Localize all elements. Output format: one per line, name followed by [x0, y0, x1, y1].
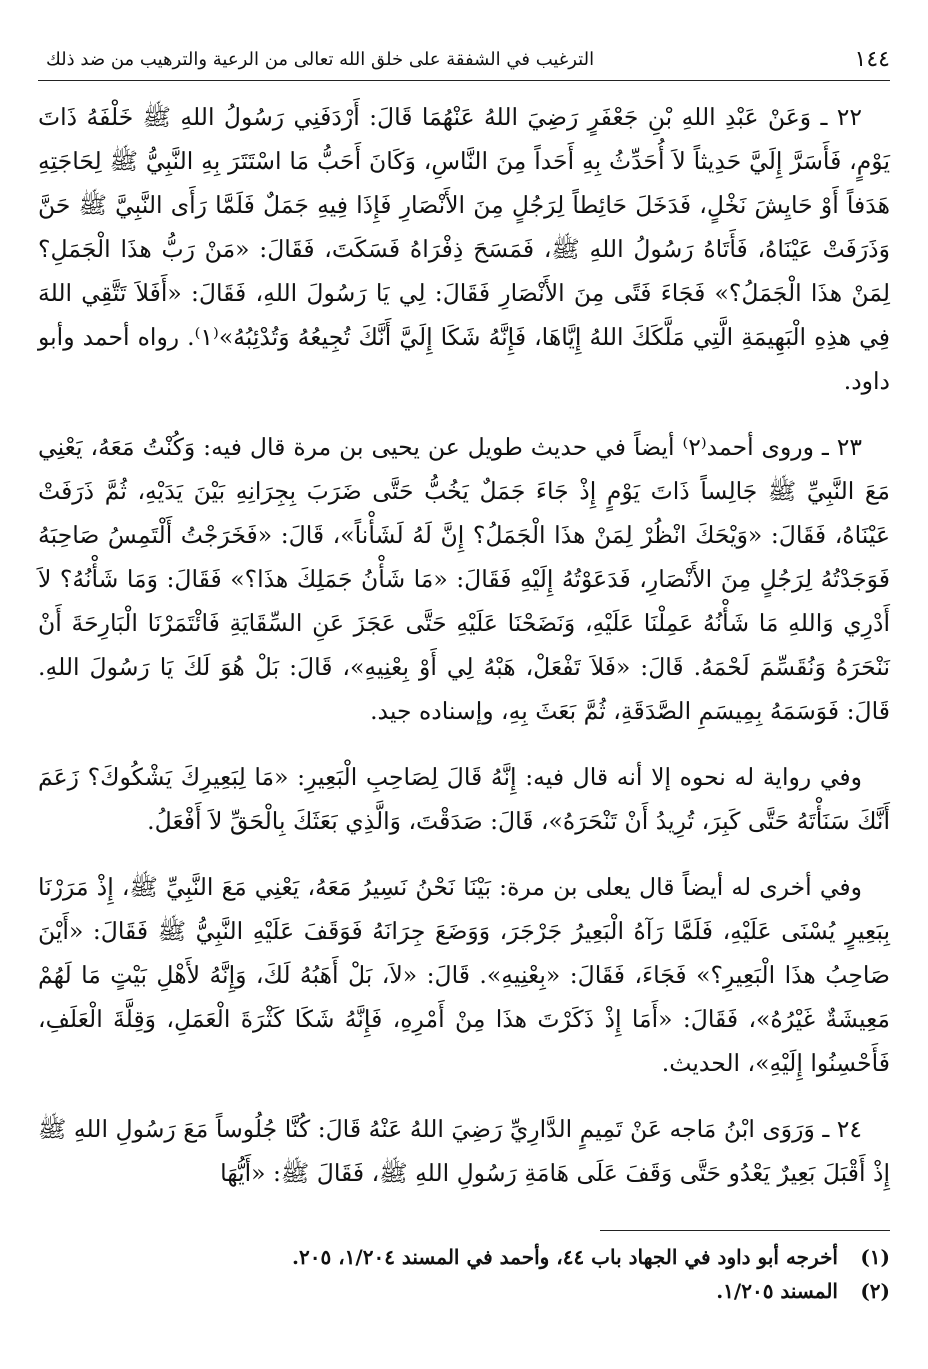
footnote-text: أخرجه أبو داود في الجهاد باب ٤٤، وأحمد في المسند ١/٢٠٤، ٢٠٥. — [292, 1245, 838, 1269]
paragraph-riwaya-2: وفي أخرى له أيضاً قال يعلى بن مرة: بَيْنَا نَحْنُ نَسِيرُ مَعَهُ، يَعْنِي مَعَ النَّبِيِّ ﷺ، إِذْ مَرَرْنَا بِبَعِيرٍ يُسْنَى عَلَيْهِ، فَلَمَّا رَآهُ الْبَعِيرُ جَرْجَرَ، وَوَضَعَ جِرَانَهُ فَوَقَفَ عَلَيْهِ النَّبِيُّ ﷺ فَقَالَ: «أَيْنَ صَاحِبُ هذَا الْبَعِيرِ؟» فَجَاءَ، فَقَالَ: «بِعْنِيهِ». قَالَ: «لاَ، بَلْ أَهَبُهُ لَكَ، وَإِنَّهُ لأَهْلِ بَيْتٍ مَا لَهُمْ مَعِيشَةٌ غَيْرُهُ»، فَقَالَ: «أَمَا إِذْ ذَكَرْتَ هذَا مِنْ أَمْرِهِ، فَإِنَّهُ شَكَا كَثْرَةَ الْعَمَلِ، وَقِلَّةَ الْعَلَفِ، فَأَحْسِنُوا إِلَيْهِ»، الحديث. — [38, 873, 890, 1077]
paragraph-hadith-22: ٢٢ ـ وَعَنْ عَبْدِ اللهِ بْنِ جَعْفَرٍ رَضِيَ اللهُ عَنْهُمَا قَالَ: أَرْدَفَنِي رَسُولُ اللهِ ﷺ خَلْفَهُ ذَاتَ يَوْمٍ، فَأَسَرَّ إِلَيَّ حَدِيثاً لاَ أُحَدِّثُ بِهِ أَحَداً مِنَ النَّاسِ، وَكَانَ أَحَبُّ مَا اسْتَتَرَ بِهِ النَّبِيُّ ﷺ لِحَاجَتِهِ هَدَفاً أَوْ حَايِشَ نَخْلٍ، فَدَخَلَ حَائِطاً لِرَجُلٍ مِنَ الأَنْصَارِ فَإِذَا فِيهِ جَمَلٌ فَلَمَّا رَأَى النَّبِيَّ ﷺ حَنَّ وَذَرَفَتْ عَيْنَاهُ، فَأَتَاهُ رَسُولُ اللهِ ﷺ، فَمَسَحَ ذِفْرَاهُ فَسَكَتَ، فَقَالَ: «مَنْ رَبُّ هذَا الْجَمَلِ؟ لِمَنْ هذَا الْجَمَلُ؟» فَجَاءَ فَتًى مِنَ الأَنْصَارِ فَقَالَ: لِي يَا رَسُولَ اللهِ، فَقَالَ: «أَفَلاَ تَتَّقِي اللهَ فِي هذِهِ الْبَهِيمَةِ الَّتِي مَلَّكَكَ اللهُ إِيَّاهَا، فَإِنَّهُ شَكَا إِلَيَّ أَنَّكَ تُجِيعُهُ وَتُدْئِبُهُ»⁽١⁾. رواه أحمد وأبو داود. — [38, 103, 890, 395]
header-title: الترغيب في الشفقة على خلق الله تعالى من الرعية والترهيب من ضد ذلك — [46, 49, 595, 70]
book-page — [38, 40, 890, 1340]
footnote-text: المسند ١/٢٠٥. — [716, 1279, 838, 1303]
running-header — [38, 40, 890, 81]
paragraph-hadith-24: ٢٤ ـ وَرَوَى ابْنُ مَاجه عَنْ تَمِيمٍ الدَّارِيِّ رَضِيَ اللهُ عَنْهُ قَالَ: كُنَّا جُلُوساً مَعَ رَسُولِ اللهِ ﷺ إِذْ أَقْبَلَ بَعِيرٌ يَعْدُو حَتَّى وَقَفَ عَلَى هَامَةِ رَسُولِ اللهِ ﷺ، فَقَالَ ﷺ: «أَيُّهَا — [38, 1115, 890, 1187]
page-number: ١٤٤ — [854, 47, 890, 72]
footnote — [38, 1240, 890, 1274]
footnote-number: (٢) — [860, 1279, 890, 1303]
footnote — [38, 1274, 890, 1308]
footnote-number: (١) — [860, 1245, 890, 1269]
body-text — [38, 95, 890, 1195]
paragraph-hadith-23: ٢٣ ـ وروى أحمد⁽٢⁾ أيضاً في حديث طويل عن يحيى بن مرة قال فيه: وَكُنْتُ مَعَهُ، يَعْنِي مَعَ النَّبِيِّ ﷺ جَالِساً ذَاتَ يَوْمٍ إِذْ جَاءَ جَمَلٌ يَخُبُّ حَتَّى ضَرَبَ بِجِرَانِهِ بَيْنَ يَدَيْهِ، ثُمَّ ذَرَفَتْ عَيْنَاهُ، فَقَالَ: «وَيْحَكَ انْظُرْ لِمَنْ هذَا الْجَمَلُ؟ إِنَّ لَهُ لَشَأْناً»، قَالَ: «فَخَرَجْتُ أَلْتَمِسُ صَاحِبَهُ فَوَجَدْتُهُ لِرَجُلٍ مِنَ الأَنْصَارِ، فَدَعَوْتُهُ إِلَيْهِ فَقَالَ: «مَا شَأْنُ جَمَلِكَ هذَا؟» فَقَالَ: وَمَا شَأْنُهُ؟ لاَ أَدْرِي وَاللهِ مَا شَأْنُهُ عَمِلْنَا عَلَيْهِ، وَنَضَحْنَا عَلَيْهِ حَتَّى عَجَزَ عَنِ السِّقَايَةِ فَائْتَمَرْنَا الْبَارِحَةَ أَنْ نَنْحَرَهُ وَنُقَسِّمَ لَحْمَهُ. قَالَ: «فَلاَ تَفْعَلْ، هَبْهُ لِي أَوْ بِعْنِيهِ»، قَالَ: بَلْ هُوَ لَكَ يَا رَسُولَ اللهِ. قَالَ: فَوَسَمَهُ بِمِيسَمِ الصَّدَقَةِ، ثُمَّ بَعَثَ بِهِ، وإسناده جيد. — [38, 433, 890, 725]
footnote-divider — [600, 1230, 890, 1231]
footnotes — [38, 1240, 890, 1308]
paragraph-riwaya-1: وفي رواية له نحوه إلا أنه قال فيه: إِنَّهُ قَالَ لِصَاحِبِ الْبَعِيرِ: «مَا لِبَعِيرِكَ يَشْكُوكَ؟ زَعَمَ أَنَّكَ سَنَأْتَهُ حَتَّى كَبِرَ، تُرِيدُ أَنْ تَنْحَرَهُ»، قَالَ: صَدَقْتَ، وَالَّذِي بَعَثَكَ بِالْحَقِّ لاَ أَفْعَلُ. — [38, 763, 890, 835]
